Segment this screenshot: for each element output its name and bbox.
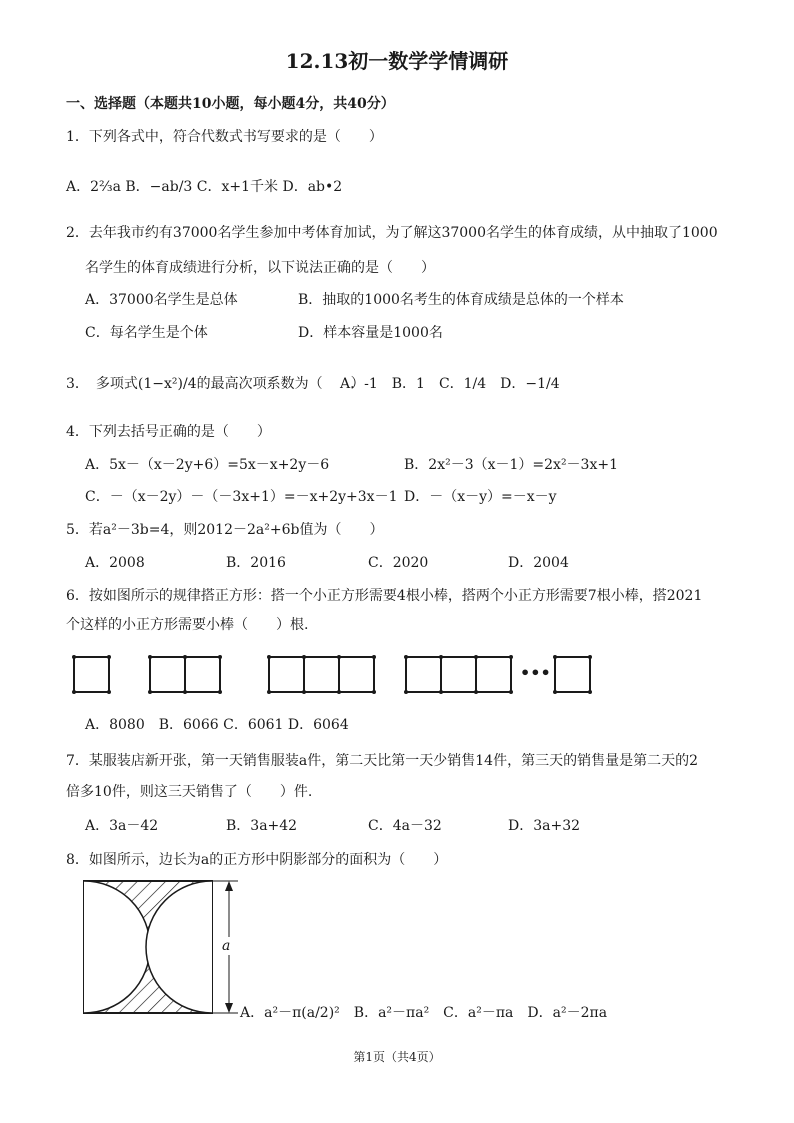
q2-option-b: B．抽取的1000名考生的体育成绩是总体的一个样本	[298, 292, 624, 308]
q7-option-b: B．3a+42	[226, 818, 298, 834]
q8-options: A．a²－π(a/2)² B．a²－πa² C．a²－πa D．a²－2πa	[240, 1005, 608, 1021]
q4-option-c: C．－（x－2y）－（－3x+1）=－x+2y+3x－1	[85, 489, 398, 505]
q7-stem-line1: 7．某服装店新开张，第一天销售服装a件，第二天比第一天少销售14件，第三天的销售量是第二天的2	[66, 753, 698, 769]
q5-option-c: C．2020	[368, 555, 429, 571]
q6-options: A．8080 B．6066 C．6061 D．6064	[85, 717, 349, 733]
q6-stem-line1: 6．按如图所示的规律搭正方形：搭一个小正方形需要4根小棒，搭两个小正方形需要7根小棒，搭2021	[66, 588, 703, 604]
q1-options: A．2⅔a B．−ab/3 C．x+1千米 D．ab•2	[66, 179, 343, 195]
q7-option-d: D．3a+32	[508, 818, 581, 834]
q7-stem-line2: 倍多10件，则这三天销售了（ ）件.	[66, 784, 313, 800]
q4-option-d: D．－（x－y）=－x－y	[404, 489, 557, 505]
q6-stem-line2: 个这样的小正方形需要小棒（ ）根.	[66, 617, 309, 633]
q4-option-a: A．5x－（x－2y+6）=5x－x+2y－6	[85, 457, 330, 473]
q5-option-b: B．2016	[226, 555, 286, 571]
side-length-label: a	[222, 938, 231, 954]
q2-option-a: A．37000名学生是总体	[85, 292, 238, 308]
q3-stem: 3． 多项式(1−x²)/4的最高次项系数为（ ）	[66, 376, 365, 392]
q7-option-a: A．3a－42	[85, 818, 159, 834]
q5-option-a: A．2008	[85, 555, 145, 571]
q7-option-c: C．4a－32	[368, 818, 442, 834]
section-heading: 一、选择题（本题共10小题，每小题4分，共40分）	[66, 96, 395, 112]
q4-option-b: B．2x²－3（x－1）=2x²－3x+1	[404, 457, 618, 473]
page-title: 12.13初一数学学情调研	[285, 49, 509, 73]
q8-stem: 8．如图所示，边长为a的正方形中阴影部分的面积为（ ）	[66, 852, 448, 868]
q2-stem-line2: 名学生的体育成绩进行分析，以下说法正确的是（ ）	[85, 260, 435, 276]
q4-stem: 4．下列去括号正确的是（ ）	[66, 424, 271, 440]
q1-stem: 1．下列各式中，符合代数式书写要求的是（ ）	[66, 129, 383, 145]
pattern-ellipsis: •••	[520, 663, 551, 682]
page-footer: 第1页（共4页）	[353, 1050, 441, 1064]
q5-option-d: D．2004	[508, 555, 569, 571]
q2-option-c: C．每名学生是个体	[85, 325, 208, 341]
q5-stem: 5．若a²－3b=4，则2012－2a²+6b值为（ ）	[66, 522, 384, 538]
q2-stem-line1: 2．去年我市约有37000名学生参加中考体育加试，为了解这37000名学生的体育成绩，从中抽取了1000	[66, 225, 718, 241]
q3-options: A．-1 B．1 C．1/4 D．−1/4	[340, 376, 560, 392]
q2-option-d: D．样本容量是1000名	[298, 325, 443, 341]
